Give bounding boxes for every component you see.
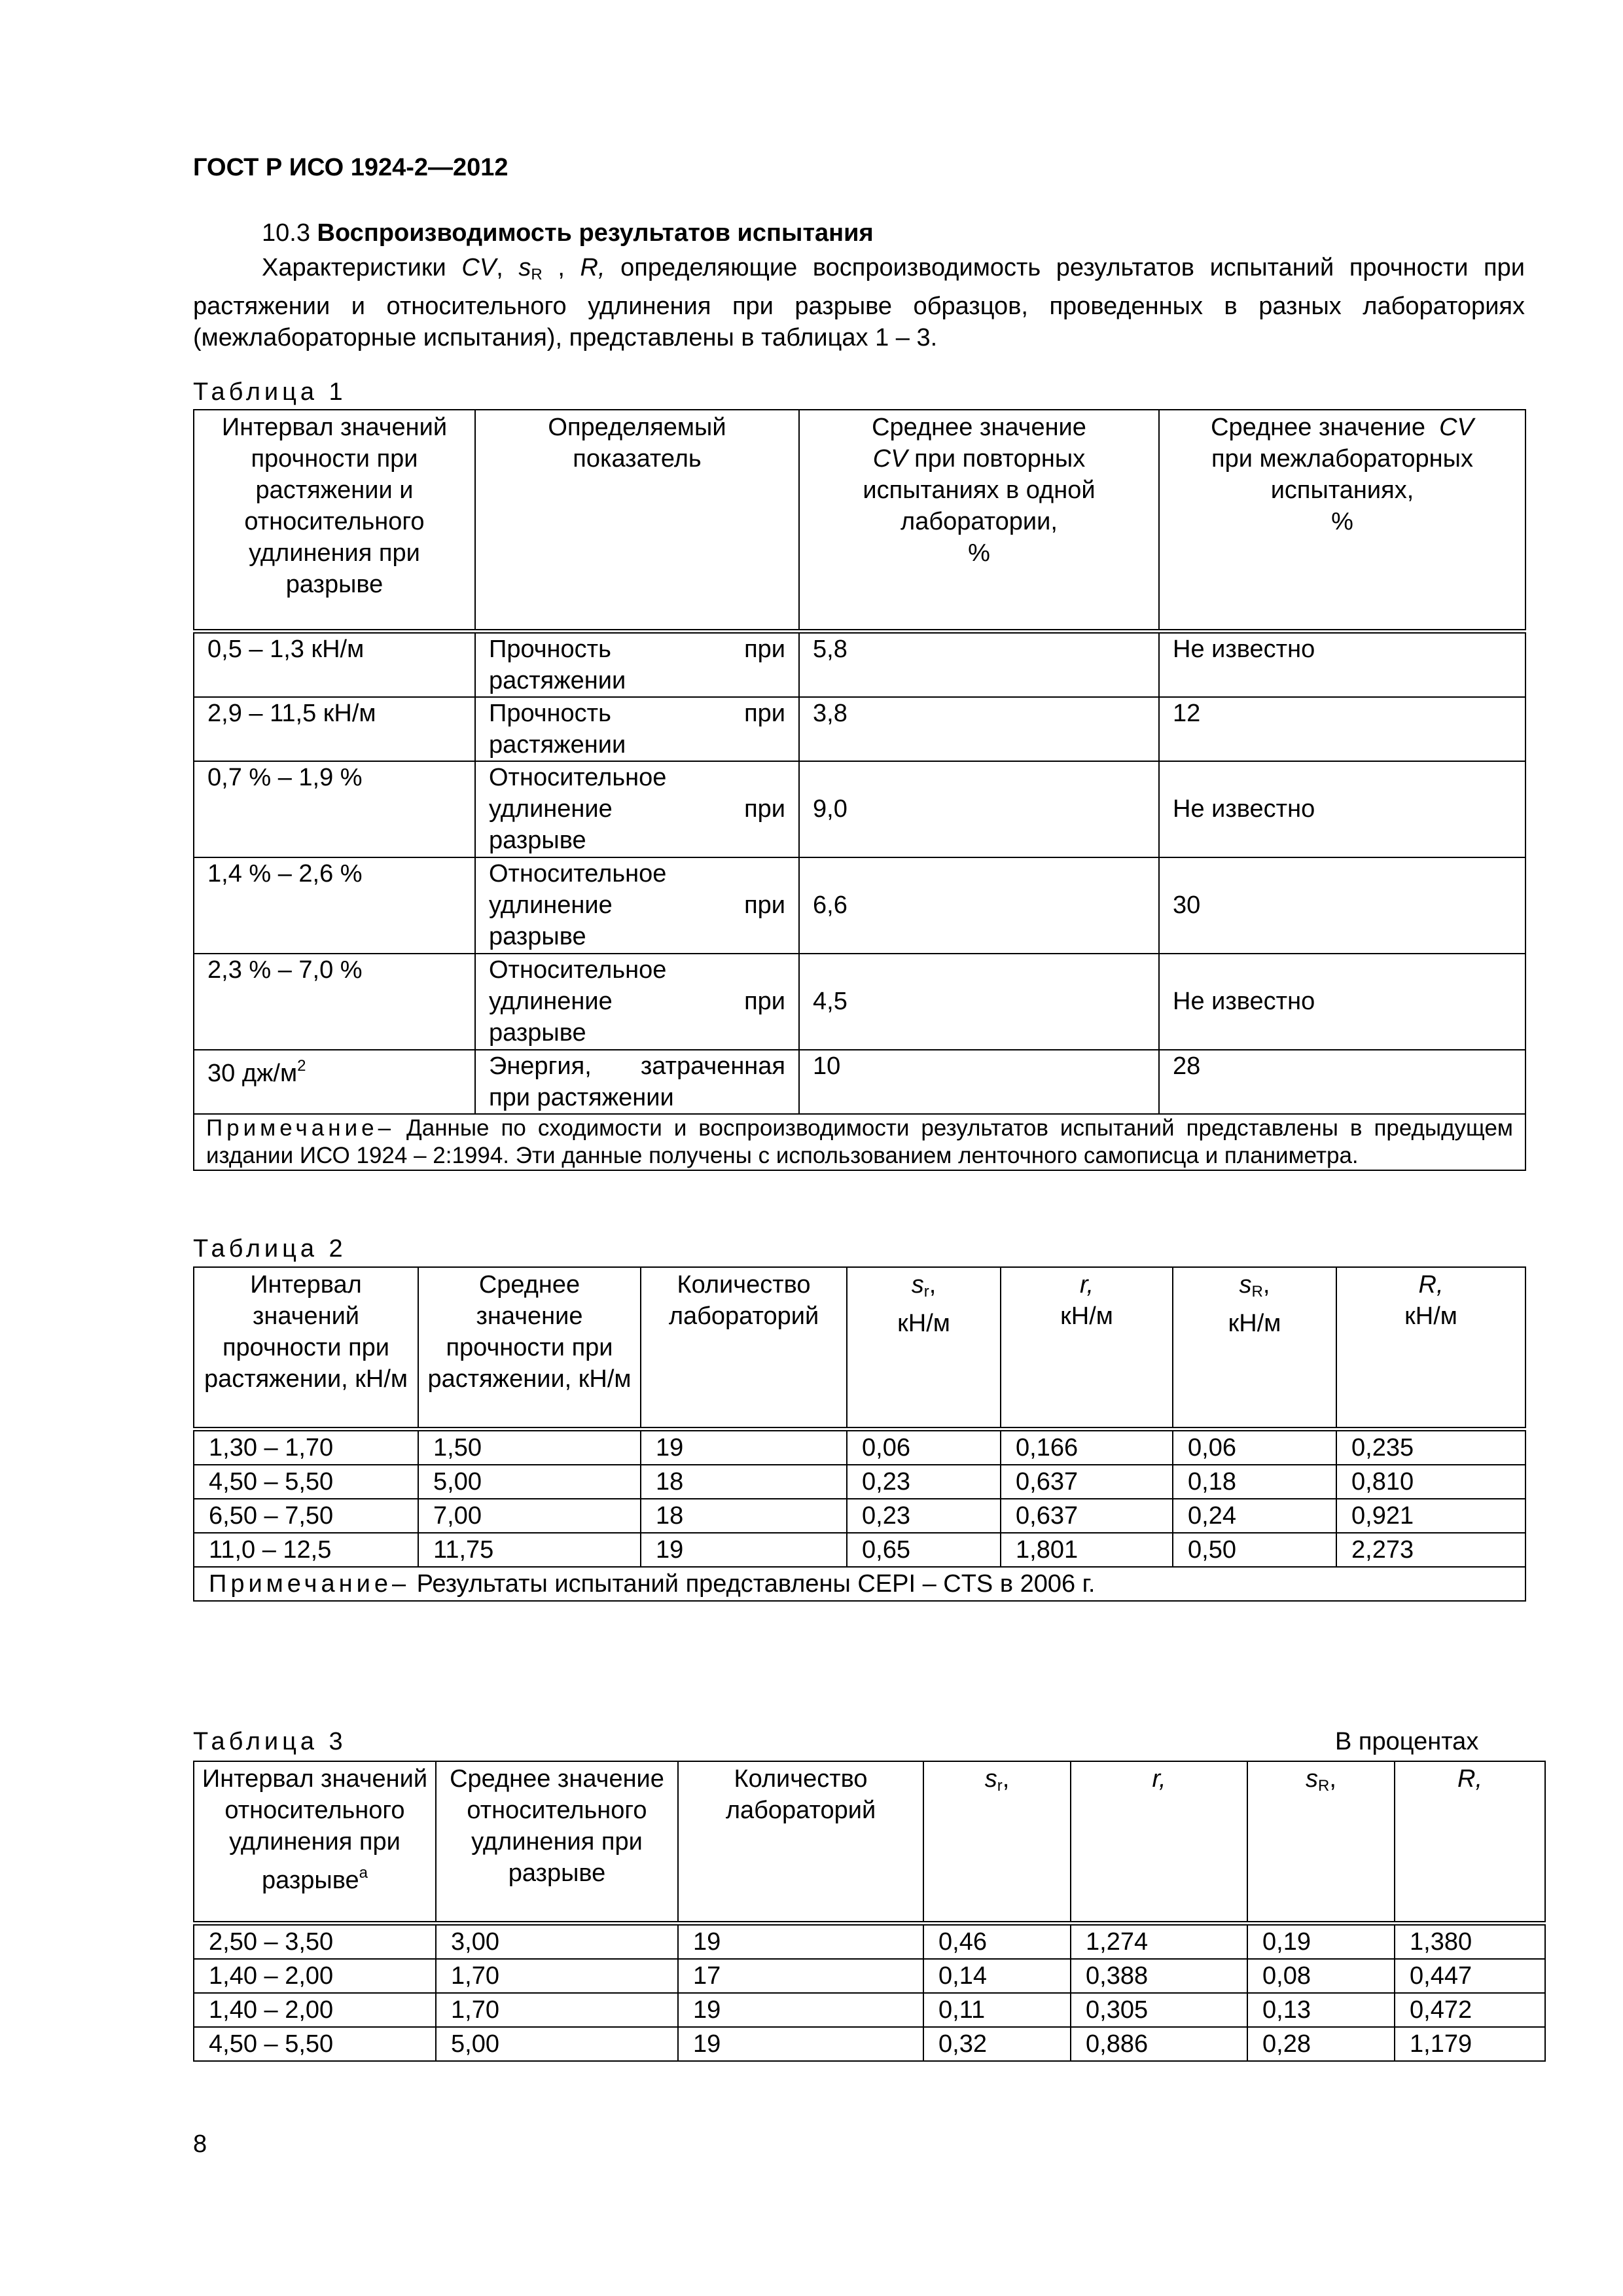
cell: 1,50 [418,1429,641,1465]
t1-ind-c: разрыве [489,1018,586,1047]
table-row [194,1923,1545,1959]
t1-ind-b: при [744,795,785,823]
table-row [194,631,1525,697]
t1-ind-a: удлинение [489,795,613,823]
t3h-interval-sup: a [359,1864,368,1882]
t1-cv1: 4,5 [799,954,1159,1050]
page-number: 8 [193,2130,207,2158]
t3h-sr-sub: r [997,1777,1003,1795]
cell: 17 [678,1959,923,1993]
cell: 2,273 [1336,1533,1525,1567]
cell: 0,13 [1247,1993,1395,2027]
t2h-sR-s: s [1239,1271,1252,1299]
t3h-r: r, [1152,1765,1166,1793]
t2h-sr-s: s [911,1271,924,1299]
t2h-sr-sub: r [923,1283,929,1300]
t1h-cv2-b: при межлабораторных испытаниях, [1211,445,1473,504]
cell: 1,179 [1395,2027,1545,2061]
cell: 0,637 [1001,1465,1173,1499]
cell: 7,00 [418,1499,641,1533]
t1-cv2: Не известно [1159,761,1525,857]
table-row [194,954,1525,1050]
table3-header-interval [194,1761,436,1923]
cell: 0,18 [1173,1465,1336,1499]
table1-note [194,1114,1525,1170]
table-row [194,761,1525,857]
cell: 5,00 [418,1465,641,1499]
cell: 0,28 [1247,2027,1395,2061]
table3-header-R [1395,1761,1545,1923]
t1-interval-sup: 2 [297,1056,306,1075]
table-row [194,1465,1525,1499]
t1-indicator [475,761,799,857]
cell: 19 [678,2027,923,2061]
cell: 0,32 [923,2027,1071,2061]
t1-ind-a: удлинение [489,987,613,1015]
cell: 1,801 [1001,1533,1173,1567]
cell: 4,50 – 5,50 [194,1465,418,1499]
cell: 1,40 – 2,00 [194,1993,436,2027]
t1-ind-b: затраченная [640,1052,785,1080]
intro-r: R, [580,254,605,281]
t1-ind-b: при [744,699,785,727]
t3h-interval-text: Интервал значений относительного удлинения при разрыве [202,1765,428,1894]
t1-cv2: Не известно [1159,954,1525,1050]
cell: 1,40 – 2,00 [194,1959,436,1993]
t1-cv1: 10 [799,1050,1159,1114]
t1-ind-c: разрыве [489,826,586,854]
cell: 0,388 [1071,1959,1247,1993]
t3h-sr-s: s [984,1765,997,1793]
table-row [194,1499,1525,1533]
table3 [193,1761,1546,2062]
t1-ind-0: Относительное [489,763,667,791]
table2-note-text: Результаты испытаний представлены CEPI – CTS в 2006 г. [410,1570,1096,1598]
cell: 0,447 [1395,1959,1545,1993]
table-row [194,1050,1525,1114]
table3-header-sr: $s_r$, [923,1761,1071,1923]
t1-interval-text: 30 дж/м [207,1059,298,1087]
table3-header-sR: $s_R$, [1247,1761,1395,1923]
table-row [194,1429,1525,1465]
intro-text-rest: определяющие воспроизводимость результатов испытаний прочности при растяжении и относительного удлинения при разрыве образцов, проведенных в разных лабораториях (межлабораторные испытания), представлены в таблицах 1 – 3. [193,254,1525,351]
t1-interval: 2,3 % – 7,0 % [194,954,475,1050]
table2-caption: Таблица 2 [193,1235,347,1263]
intro-text-start: Характеристики [262,254,446,281]
table3-header-r [1071,1761,1247,1923]
t1-indicator [475,857,799,954]
cell: 0,166 [1001,1429,1173,1465]
cell: 18 [641,1465,847,1499]
t2h-R: R, [1418,1271,1444,1299]
t1-ind-0: Относительное [489,956,667,984]
t1-ind-c: при растяжении [489,1083,674,1111]
cell: 19 [678,1923,923,1959]
t1h-cv1-pct: % [968,539,990,567]
table2-header-r [1001,1267,1173,1429]
cell: 1,380 [1395,1923,1545,1959]
cell: 0,08 [1247,1959,1395,1993]
t1-ind-b: при [744,635,785,663]
table2-header-row [194,1267,1525,1429]
t2h-sR-unit: кН/м [1228,1310,1281,1337]
table2-note-label: Примечание– [209,1570,410,1598]
t1-cv1: 9,0 [799,761,1159,857]
t1-cv2: 28 [1159,1050,1525,1114]
t1-ind-a: Энергия, [489,1052,592,1080]
cell: 0,810 [1336,1465,1525,1499]
table2-header-R [1336,1267,1525,1429]
cell: 0,50 [1173,1533,1336,1567]
table3-caption: Таблица 3 [193,1728,347,1755]
table1-header-cv-inter [1159,410,1525,631]
intro-cv: CV [461,254,497,281]
table1-note-row [194,1114,1525,1170]
t1-ind-a: удлинение [489,891,613,919]
cell: 0,65 [847,1533,1001,1567]
cell: 1,70 [436,1993,678,2027]
table3-unit: В процентах [1335,1728,1479,1755]
t1h-cv2-cv: CV [1439,414,1474,441]
cell: 18 [641,1499,847,1533]
table-row [194,1959,1545,1993]
cell: 0,19 [1247,1923,1395,1959]
cell: 11,75 [418,1533,641,1567]
t1-ind-c: растяжении [489,666,626,694]
table1-header-cv-repeat [799,410,1159,631]
cell: 0,23 [847,1465,1001,1499]
cell: 0,06 [1173,1429,1336,1465]
section-number: 10.3 [262,219,310,247]
cell: 0,06 [847,1429,1001,1465]
cell: 1,30 – 1,70 [194,1429,418,1465]
cell: 19 [641,1533,847,1567]
t1-cv1: 5,8 [799,631,1159,697]
table1-caption: Таблица 1 [193,378,347,406]
table1-note-label: Примечание– [206,1115,395,1141]
t1-indicator [475,697,799,761]
table1 [193,409,1526,1171]
t3h-sR-sub: R [1318,1777,1330,1795]
intro-s: s [518,254,531,281]
cell: 11,0 – 12,5 [194,1533,418,1567]
cell: 1,70 [436,1959,678,1993]
t1h-cv1-a: Среднее значение [872,414,1086,441]
table-row [194,2027,1545,2061]
table-row [194,697,1525,761]
document-code: ГОСТ Р ИСО 1924-2—2012 [193,154,508,181]
table-row [194,1533,1525,1567]
cell: 0,46 [923,1923,1071,1959]
t1-cv1: 3,8 [799,697,1159,761]
cell: 6,50 – 7,50 [194,1499,418,1533]
t2h-r: r, [1079,1271,1094,1299]
table2-header-interval: Интервал значений прочности при растяжении, кН/м [194,1267,418,1429]
table2-header-sR: $s_R$, кН/м [1173,1267,1336,1429]
cell: 0,921 [1336,1499,1525,1533]
t1-interval: 2,9 – 11,5 кН/м [194,697,475,761]
cell: 0,11 [923,1993,1071,2027]
t1-ind-0: Относительное [489,859,667,888]
cell: 19 [678,1993,923,2027]
table2-header-mean: Среднее значение прочности при растяжении, кН/м [418,1267,641,1429]
t1-ind-c: растяжении [489,730,626,759]
table2 [193,1266,1526,1602]
table1-note-text: Данные по сходимости и воспроизводимости результатов испытаний представлены в предыдущем издании ИСО 1924 – 2:1994. Эти данные получены с использованием ленточного самописца и планиметра. [206,1115,1513,1168]
t1-interval: 1,4 % – 2,6 % [194,857,475,954]
t1-cv1: 6,6 [799,857,1159,954]
cell: 0,24 [1173,1499,1336,1533]
section-title: Воспроизводимость результатов испытания [317,219,874,247]
t1-cv2: 12 [1159,697,1525,761]
t1-indicator [475,631,799,697]
table3-header-labs: Количество лабораторий [678,1761,923,1923]
t2h-sr-unit: кН/м [897,1310,950,1337]
cell: 0,23 [847,1499,1001,1533]
t1-interval [194,1050,475,1114]
cell: 0,637 [1001,1499,1173,1533]
t2h-R-unit: кН/м [1404,1302,1457,1330]
section-heading [262,219,874,247]
t1-indicator [475,1050,799,1114]
cell: 4,50 – 5,50 [194,2027,436,2061]
table3-header-mean: Среднее значение относительного удлинения при разрыве [436,1761,678,1923]
table3-header-row [194,1761,1545,1923]
table2-header-labs: Количество лабораторий [641,1267,847,1429]
t1-ind-a: Прочность [489,635,611,663]
table-row [194,1993,1545,2027]
table1-header-indicator: Определяемый показатель [475,410,799,631]
table1-header-interval: Интервал значений прочности при растяжении и относительного удлинения при разрыве [194,410,475,631]
t1-ind-c: разрыве [489,922,586,950]
t1-cv2: 30 [1159,857,1525,954]
t1h-cv1-b: при повторных испытаниях в одной лаборатории, [863,445,1096,535]
t2h-sR-sub: R [1251,1283,1263,1300]
intro-s-sub: R [531,266,543,283]
t1-indicator [475,954,799,1050]
cell: 0,886 [1071,2027,1247,2061]
t1h-cv2-pct: % [1331,508,1353,535]
t3h-sR-s: s [1306,1765,1319,1793]
table2-header-sr: $s_r$, кН/м [847,1267,1001,1429]
t1-ind-b: при [744,891,785,919]
t2h-r-unit: кН/м [1060,1302,1113,1330]
table2-note [194,1567,1525,1601]
cell: 5,00 [436,2027,678,2061]
t1-cv2: Не известно [1159,631,1525,697]
t1-ind-b: при [744,987,785,1015]
t1h-cv1-cv: CV [872,445,908,473]
t1-interval: 0,5 – 1,3 кН/м [194,631,475,697]
t3h-R: R, [1457,1765,1482,1793]
cell: 0,235 [1336,1429,1525,1465]
intro-paragraph: Характеристики CV, $s_R$ , R, определяющие воспроизводимость результатов испытаний прочности при растяжении и относительного удлинения при разрыве образцов, проведенных в разных лабораториях (межлабораторные испытания), представлены в таблицах 1 – 3. [193,254,1525,351]
cell: 0,472 [1395,1993,1545,2027]
cell: 3,00 [436,1923,678,1959]
t1-ind-a: Прочность [489,699,611,727]
table1-header-row [194,410,1525,631]
t1h-cv2-a: Среднее значение [1211,414,1425,441]
cell: 1,274 [1071,1923,1247,1959]
cell: 19 [641,1429,847,1465]
table2-note-row [194,1567,1525,1601]
t1-interval: 0,7 % – 1,9 % [194,761,475,857]
cell: 2,50 – 3,50 [194,1923,436,1959]
cell: 0,305 [1071,1993,1247,2027]
cell: 0,14 [923,1959,1071,1993]
table-row [194,857,1525,954]
